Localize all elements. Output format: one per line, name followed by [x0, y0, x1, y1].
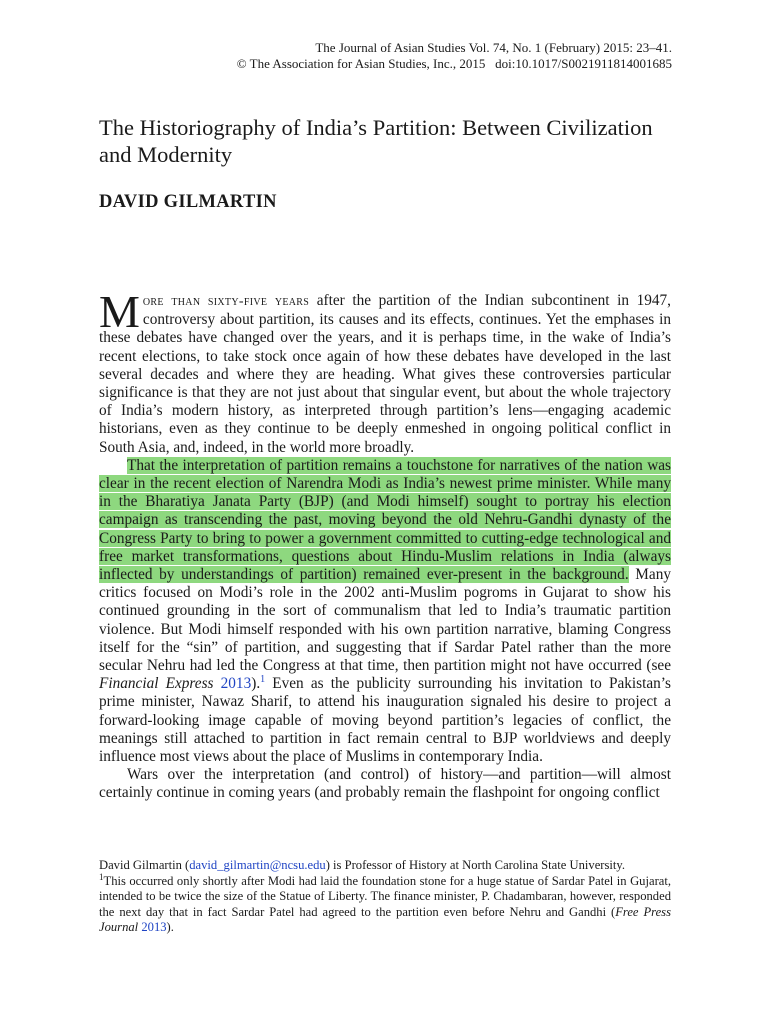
footnote-1-number: 1	[99, 871, 104, 882]
paragraph-2-text-a: Many critics focused on Modi’s role in the 2002 anti-Muslim pogroms in Gujarat to show his continued grounding in the sort of communalism that led to India’s traumatic partition violence. But Modi himself responded with his own partition narrative, blaming Congress itself for the “sin” of partition, and suggesting that if Sardar Patel rather than the more secular Nehru had led the Congress at that time, then partition might not have occurred (see	[99, 566, 671, 675]
highlighted-passage[interactable]: That the interpretation of partition remains a touchstone for narratives of the nation was clear in the recent election of Narendra Modi as India’s newest prime minister. While many in the Bharatiya Janata Party (BJP) (and Modi himself) sought to portray his election campaign as transcending the past, moving beyond the old Nehru-Gandhi dynasty of the Congress Party to bring to power a government committed to cutting-edge technological and free market transformations, questions about Hindu-Muslim relations in India (always inflected by understandings of partition) remained ever-present in the background.	[99, 456, 671, 584]
footnotes-section	[99, 858, 671, 936]
paragraph-2-text-b: ).	[251, 675, 261, 693]
paragraph-1	[99, 286, 671, 457]
paragraph-2	[99, 457, 671, 766]
author-email-link[interactable]: david_gilmartin@ncsu.edu	[189, 858, 326, 872]
citation-title-financial-express: Financial Express	[99, 675, 214, 693]
paragraph-1-text: after the partition of the Indian subcontinent in 1947, controversy about partition, its causes and its effects, continues. Yet the emphases in these debates have changed over the years, and it is perhaps time, in the wake of India’s recent elections, to take stock once again of how these debates have developed in the last several decades and where they are heading. What gives these controversies particular significance is that they are not just about that singular event, but about the whole trajectory of India’s modern history, as interpreted through partition’s lens—engaging academic historians, even as they continue to be deeply enmeshed in ongoing political conflict in South Asia, and, indeed, in the world more broadly.	[99, 292, 671, 456]
footnote-1-end: ).	[166, 920, 174, 935]
footnote-1-marker[interactable]: 1	[260, 674, 266, 686]
article-body	[99, 286, 671, 803]
article-author: DAVID GILMARTIN	[99, 192, 277, 212]
drop-cap: M	[99, 286, 140, 337]
author-affiliation	[99, 858, 671, 874]
affiliation-name: David Gilmartin (	[99, 858, 190, 872]
footnote-1	[99, 871, 671, 936]
footnote-1-text: This occurred only shortly after Modi had laid the foundation stone for a huge statue of Sardar Patel in Gujarat, intended to be twice the size of the Statue of Liberty. The finance minister, P. Chadambaran, however, responded the next day that in fact Sardar Patel had agreed to the partition even before Nehru and Gandhi (	[99, 873, 671, 919]
article-title: The Historiography of India’s Partition: Between Civilization and Modernity	[99, 115, 653, 167]
citation-year-link[interactable]: 2013	[220, 675, 252, 693]
affiliation-text: ) is Professor of History at North Carolina State University.	[325, 858, 626, 872]
opening-small-caps: ore than sixty-five years	[142, 294, 310, 309]
paragraph-3: Wars over the interpretation (and control) of history—and partition—will almost certainly continue in coming years (and probably remain the flashpoint for ongoing conflict	[99, 766, 671, 802]
journal-citation: The Journal of Asian Studies Vol. 74, No. 1 (February) 2015: 23–41.	[315, 40, 672, 55]
paragraph-2-text-c: Even as the publicity surrounding his invitation to Pakistan’s prime minister, Nawaz Sharif, to attend his inauguration signaled his desire to project a forward-looking image capable of moving beyond partition’s legacies of conflict, the meanings still attached to partition in fact remain central to BJP worldviews and deeply influence most views about the place of Muslims in contemporary India.	[99, 675, 671, 766]
footnote-citation-year-link[interactable]: 2013	[141, 920, 167, 935]
journal-masthead	[237, 40, 672, 72]
copyright-doi-line: © The Association for Asian Studies, Inc., 2015 doi:10.1017/S0021911814001685	[236, 56, 672, 71]
footnote-citation-title: Free Press Journal	[99, 904, 671, 935]
